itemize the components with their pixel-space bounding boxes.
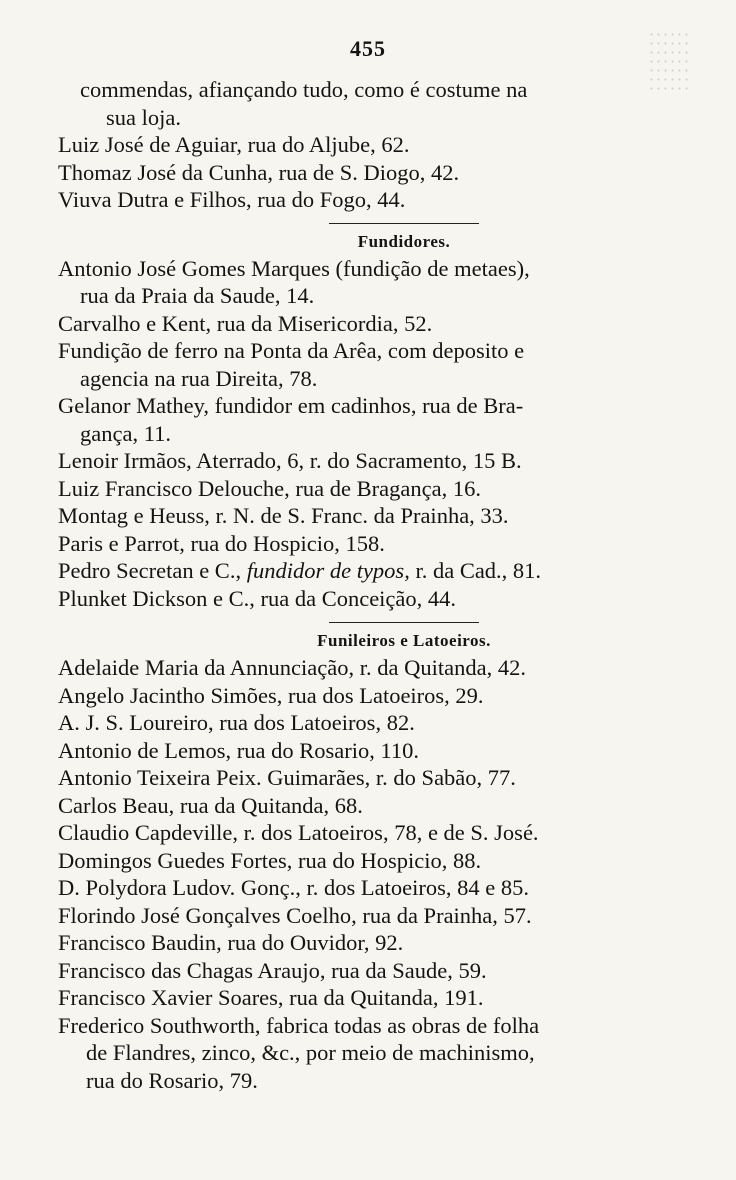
- entry-text: r. da Cad., 81.: [409, 558, 542, 583]
- directory-entry: [58, 310, 658, 338]
- entry-line: Antonio de Lemos, rua do Rosario, 110.: [58, 737, 419, 763]
- entry-line: Francisco das Chagas Araujo, rua da Saude, 59.: [58, 957, 487, 983]
- entry-italic-text: fundidor de typos,: [246, 558, 410, 583]
- intro-entry: Viuva Dutra e Filhos, rua do Fogo, 44.: [58, 187, 406, 212]
- directory-entry: [58, 337, 658, 392]
- directory-entry: [58, 654, 658, 682]
- entry-line: gança, 11.: [80, 420, 171, 446]
- entry-line: Antonio José Gomes Marques (fundição de metaes),: [58, 255, 530, 281]
- page-content: [58, 76, 658, 1094]
- intro-entry: Luiz José de Aguiar, rua do Aljube, 62.: [58, 132, 410, 157]
- directory-entry: [58, 682, 658, 710]
- entry-text: Pedro Secretan e C.,: [58, 558, 247, 583]
- directory-entry: [58, 874, 658, 902]
- entry-line: Claudio Capdeville, r. dos Latoeiros, 78, e de S. José.: [58, 820, 539, 845]
- intro-entry: Thomaz José da Cunha, rua de S. Diogo, 42.: [58, 159, 460, 185]
- entry-line: Francisco Baudin, rua do Ouvidor, 92.: [58, 930, 404, 955]
- entry-line: Francisco Xavier Soares, rua da Quitanda, 191.: [58, 985, 484, 1010]
- intro-continuation-line-2: sua loja.: [106, 104, 181, 130]
- directory-entry: [58, 929, 658, 957]
- funileiros-list: [58, 654, 658, 1094]
- intro-continuation-line-1: commendas, afiançando tudo, como é costume na: [80, 77, 528, 102]
- entry-line: rua da Praia da Saude, 14.: [80, 283, 315, 308]
- directory-entry: [58, 557, 658, 585]
- directory-entry: [58, 709, 658, 737]
- directory-entry: [58, 737, 658, 765]
- entry-line: Antonio Teixeira Peix. Guimarães, r. do Sabão, 77.: [58, 765, 516, 790]
- directory-entry: [58, 902, 658, 930]
- directory-entry: [58, 984, 658, 1012]
- entry-line: Domingos Guedes Fortes, rua do Hospicio, 88.: [58, 847, 482, 873]
- directory-entry: [58, 957, 658, 985]
- entry-line: Adelaide Maria da Annunciação, r. da Quitanda, 42.: [58, 655, 526, 680]
- entry-line: Plunket Dickson e C., rua da Conceição, 44.: [58, 585, 457, 611]
- entry-line: Gelanor Mathey, fundidor em cadinhos, rua de Bra-: [58, 393, 524, 418]
- entry-line: rua do Rosario, 79.: [86, 1067, 258, 1093]
- section-divider: [329, 223, 479, 224]
- entry-line: Montag e Heuss, r. N. de S. Franc. da Prainha, 33.: [58, 503, 509, 528]
- directory-entry: [58, 392, 658, 447]
- entry-line: agencia na rua Direita, 78.: [80, 365, 318, 391]
- directory-entry: [58, 764, 658, 792]
- entry-line: Carlos Beau, rua da Quitanda, 68.: [58, 792, 363, 818]
- entry-line: A. J. S. Loureiro, rua dos Latoeiros, 82.: [58, 710, 415, 735]
- entry-line: Carvalho e Kent, rua da Misericordia, 52.: [58, 310, 433, 336]
- entry-line: Paris e Parrot, rua do Hospicio, 158.: [58, 530, 385, 556]
- entry-line: de Flandres, zinco, &c., por meio de machinismo,: [86, 1040, 535, 1065]
- directory-entry: [58, 475, 658, 503]
- entry-line: Florindo José Gonçalves Coelho, rua da Prainha, 57.: [58, 902, 532, 928]
- entry-line: [58, 557, 658, 585]
- entry-line: D. Polydora Ludov. Gonç., r. dos Latoeiros, 84 e 85.: [58, 875, 529, 900]
- entry-line: Luiz Francisco Delouche, rua de Bragança, 16.: [58, 475, 481, 501]
- section-divider: [329, 622, 479, 623]
- section-heading-fundidores: Fundidores.: [357, 231, 451, 251]
- directory-entry: [58, 1012, 658, 1095]
- directory-entry: [58, 530, 658, 558]
- directory-entry: [58, 447, 658, 475]
- entry-line: Lenoir Irmãos, Aterrado, 6, r. do Sacramento, 15 B.: [58, 448, 522, 473]
- directory-entry: [58, 792, 658, 820]
- entry-line: Angelo Jacintho Simões, rua dos Latoeiros, 29.: [58, 682, 484, 708]
- directory-entry: [58, 847, 658, 875]
- entry-line: Frederico Southworth, fabrica todas as obras de folha: [58, 1012, 540, 1038]
- directory-entry: [58, 819, 658, 847]
- section-heading-funileiros: Funileiros e Latoeiros.: [317, 631, 491, 650]
- entry-line: Fundição de ferro na Ponta da Arêa, com deposito e: [58, 338, 525, 363]
- directory-entry: [58, 585, 658, 613]
- directory-entry: [58, 255, 658, 310]
- directory-entry: [58, 502, 658, 530]
- fundidores-list: [58, 255, 658, 613]
- page-number: 455: [350, 36, 386, 61]
